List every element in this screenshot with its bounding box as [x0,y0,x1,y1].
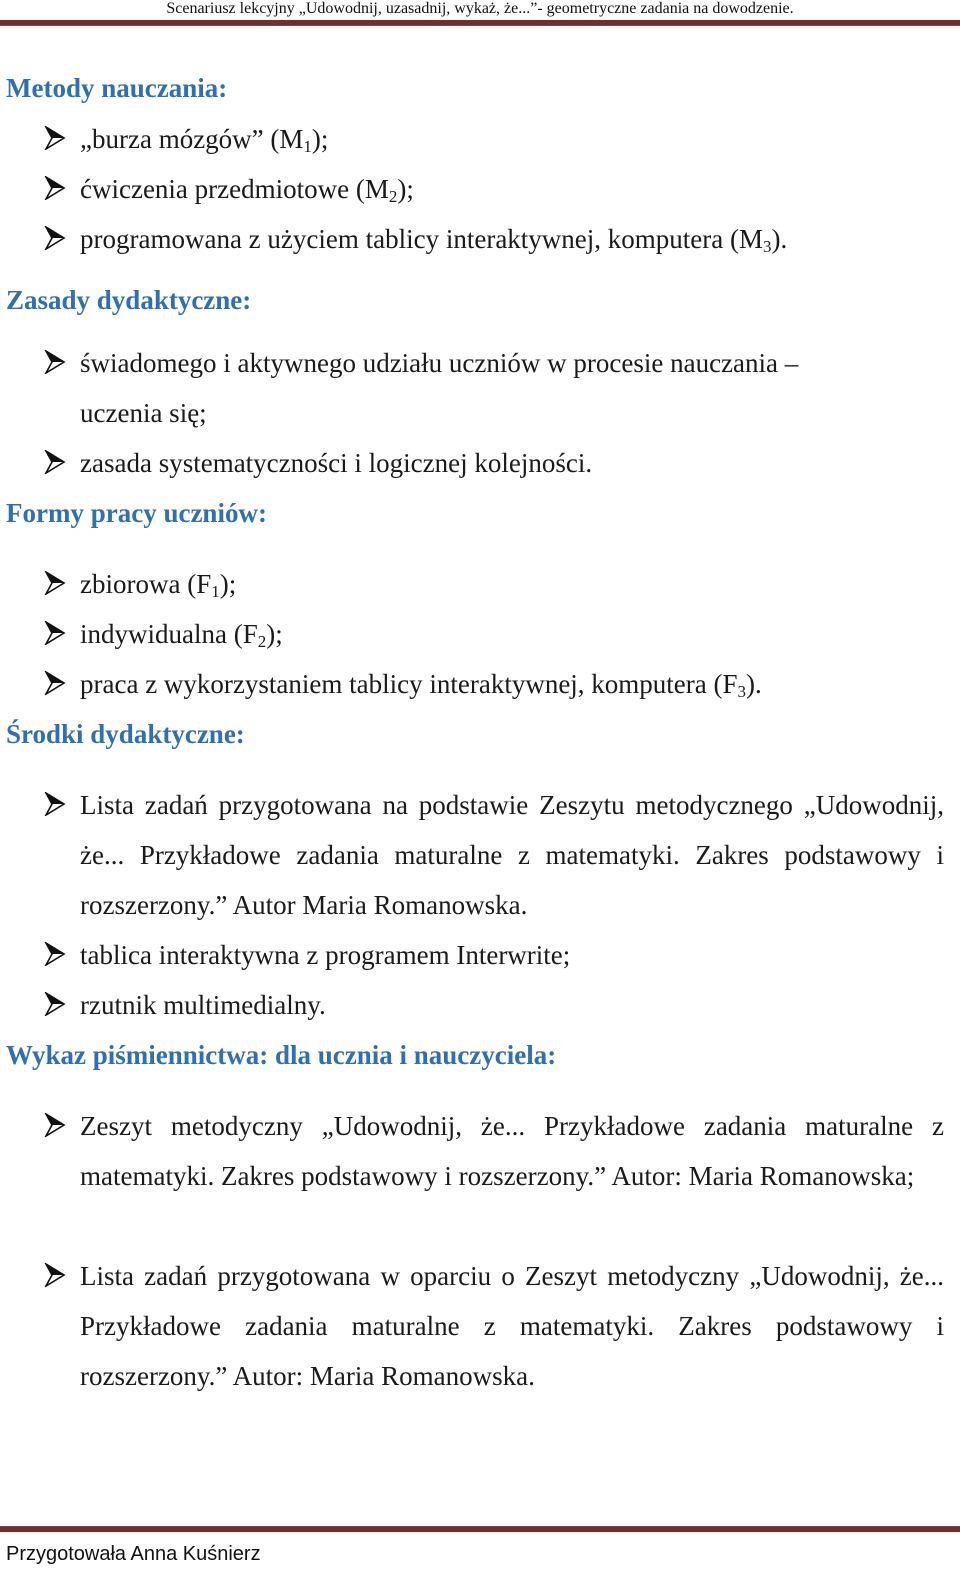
page-footer: Przygotowała Anna Kuśnierz [6,1543,261,1565]
arrowhead-bullet-icon [44,126,66,150]
arrowhead-bullet-icon [44,571,66,595]
heading-formy: Formy pracy uczniów: [6,498,267,528]
arrowhead-bullet-icon [44,1113,66,1137]
list-item: Zeszyt metodyczny „Udowodnij, że... Przykładowe zadania maturalne z matematyki. Zakres podstawowy i rozszerzony.” Autor: Maria Romanowska; [44,1101,944,1251]
arrowhead-bullet-icon [44,176,66,200]
arrowhead-bullet-icon [44,226,66,250]
arrowhead-bullet-icon [44,1263,66,1287]
arrowhead-bullet-icon [44,671,66,695]
heading-srodki: Środki dydaktyczne: [6,719,245,749]
arrowhead-bullet-icon [44,792,66,816]
header-rule [0,20,960,26]
heading-metody: Metody nauczania: [6,73,228,103]
heading-wykaz: Wykaz piśmiennictwa: dla ucznia i nauczyciela: [6,1040,557,1070]
list-item [44,338,944,438]
list-item-line: uczenia się; [80,398,207,428]
heading-zasady: Zasady dydaktyczne: [6,285,252,315]
arrowhead-bullet-icon [44,942,66,966]
list-item: Lista zadań przygotowana na podstawie Zeszytu metodycznego „Udowodnij, że... Przykładowe zadania maturalne z matematyki. Zakres podstawowy i rozszerzony.” Autor Maria Romanowska. [44,780,944,930]
footer-rule [0,1526,960,1532]
page-header: Scenariusz lekcyjny „Udowodnij, uzasadnij, wykaż, że...”- geometryczne zadania na dowodzenie. [166,0,794,17]
arrowhead-bullet-icon [44,992,66,1016]
arrowhead-bullet-icon [44,621,66,645]
list-item-line: świadomego i aktywnego udziału uczniów w procesie nauczania – [80,348,799,378]
arrowhead-bullet-icon [44,350,66,374]
list-item: Lista zadań przygotowana w oparciu o Zeszyt metodyczny „Udowodnij, że... Przykładowe zadania maturalne z matematyki. Zakres podstawowy i rozszerzony.” Autor: Maria Romanowska. [44,1251,944,1401]
arrowhead-bullet-icon [44,450,66,474]
